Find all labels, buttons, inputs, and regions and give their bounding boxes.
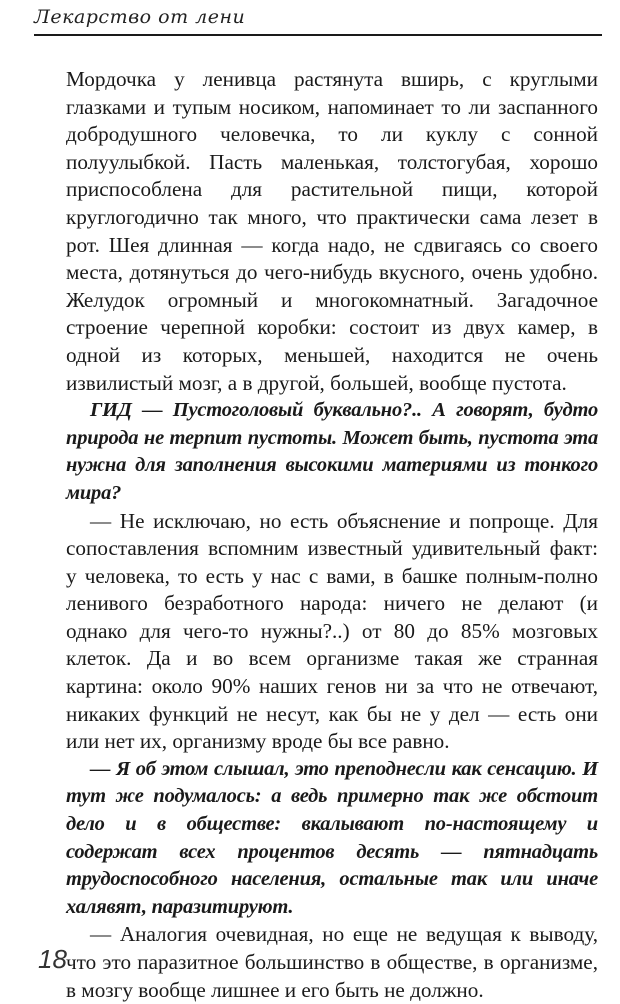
paragraph-answer-brain-cells: — Не исключаю, но есть объяснение и попроще. Для сопоставления вспомним известный удивительный факт: у человека, то есть у нас с вами, в башке полным-полно ленивого безработного народа: ничего не делают (и однако для чего-то нужны?..) от 80 до 85% мозговых клеток. Да и во всем организме такая же странная картина: около 90% наших генов ни за что не отвечают, никаких функций не несут, как бы не у дел — есть они или нет их, организму вроде бы все равно. bbox=[66, 508, 598, 754]
paragraph-guide-question: ГИД — Пустоголовый буквально?.. А говорят, будто природа не терпит пустоты. Может быть, пустота эта нужна для заполнения высокими материями из тонкого мира? bbox=[66, 399, 598, 504]
running-header bbox=[34, 4, 602, 36]
page-number: 18 bbox=[38, 944, 67, 974]
paragraph-society-remark: — Я об этом слышал, это преподнесли как сенсацию. И тут же подумалось: а ведь примерно так же обстоит дело и в обществе: вкалывают по-настоящему и содержат всех процентов десять — пятнадцать трудоспособного населения, остальные так или иначе халявят, паразитируют. bbox=[66, 757, 598, 918]
paragraph-sloth-description: Мордочка у ленивца растянута вширь, с круглыми глазками и тупым носиком, напоминает то ли заспанного добродушного человечка, то ли куклу с сонной полуулыбкой. Пасть маленькая, толстогубая, хорошо приспособлена для растительной пищи, которой круглогодично так много, что практически сама лезет в рот. Шея длинная — когда надо, не сдвигаясь со своего места, дотянуться до чего-нибудь вкусного, очень удобно. Желудок огромный и многокомнатный. Загадочное строение черепной коробки: состоит из двух камер, в одной из которых, меньшей, находится не очень извилистый мозг, а в другой, большей, вообще пустота. bbox=[66, 67, 598, 395]
page-body bbox=[66, 66, 598, 1004]
header-title: Лекарство от лени bbox=[34, 6, 246, 28]
paragraph-analogy-answer: — Аналогия очевидная, но еще не ведущая к выводу, что это паразитное большинство в обществе, в организме, в мозгу вообще лишнее и его быть не должно. bbox=[66, 922, 598, 1002]
